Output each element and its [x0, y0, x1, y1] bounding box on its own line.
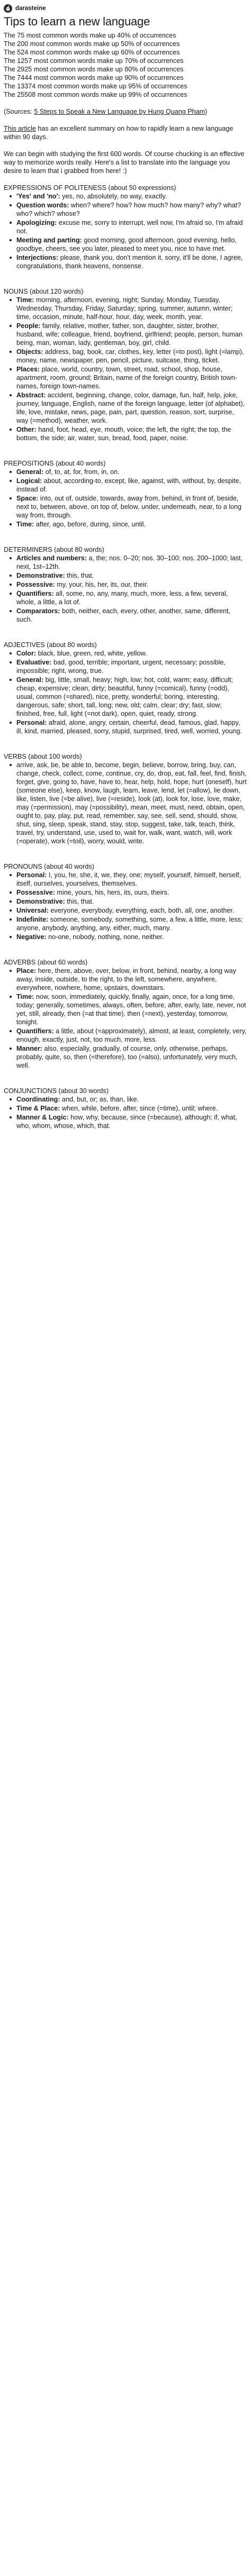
item-term: Time:: [16, 296, 34, 304]
stat-line: The 1257 most common words make up 70% of occurrences: [4, 57, 184, 65]
section-heading: CONJUNCTIONS (about 30 words): [4, 1087, 109, 1095]
item-text: excuse me, sorry to interrupt, well now, I'm afraid so, I'm afraid not.: [16, 219, 243, 235]
item-term: Manner:: [16, 1045, 42, 1052]
item-text: bad, good, terrible; important, urgent, necessary; possible, impossible; right, wrong, true.: [16, 659, 226, 675]
bullet-icon: [10, 652, 12, 654]
user-avatar-icon[interactable]: [4, 4, 12, 13]
item-text: of, to, at, for, from, in, on.: [43, 468, 120, 476]
item-term: Personal:: [16, 871, 47, 879]
item-term: Time & Place:: [16, 1105, 60, 1112]
sources-line: [4, 107, 247, 116]
item-text: place, world, country, town, street, road, school, shop, house, apartment, room, ground; Britain, name of the foreign country, British town-names, foreign town-names.: [16, 366, 237, 390]
list-item: [16, 589, 247, 606]
stat-line: The 200 most common words make up 50% of occurrences: [4, 40, 180, 48]
item-text: both, neither, each, every, other, another, same, different, such.: [16, 607, 231, 623]
list-item: [16, 296, 247, 321]
item-text: black, blue, green, red, white, yellow.: [36, 650, 147, 657]
item-term: Personal:: [16, 719, 47, 726]
item-text: how, why, because, since (=because), although; if, what, who, whom, whose, which, that.: [16, 1114, 237, 1130]
list-item: [16, 1027, 247, 1044]
item-term: Demonstrative:: [16, 898, 65, 905]
bullet-icon: [10, 257, 12, 259]
list-item: [16, 236, 247, 253]
item-text: when, while, before, after, since (=time), until; where.: [60, 1105, 218, 1112]
bullet-icon: [10, 497, 12, 499]
list-item: [16, 967, 247, 992]
intro-text: has an excellent summary on how to rapidly learn a new language within 90 days.: [4, 125, 234, 141]
item-term: Comparators:: [16, 607, 60, 615]
sources-suffix: ): [205, 108, 208, 115]
section-heading: ADJECTIVES (about 80 words): [4, 641, 97, 649]
item-text: everyone, everybody, everything, each, both, all, one, another.: [48, 907, 235, 914]
item-term: Time:: [16, 993, 34, 1000]
list-item: [16, 915, 247, 932]
bullet-icon: [10, 239, 12, 241]
bullet-icon: [10, 429, 12, 431]
list-item: [16, 658, 247, 675]
item-term: Interjections:: [16, 254, 59, 261]
list-item: [16, 520, 247, 529]
section-list: [4, 554, 247, 624]
item-text: this, that.: [65, 898, 94, 905]
bullet-icon: [10, 900, 12, 903]
item-term: Space:: [16, 495, 39, 502]
stat-line: The 7444 most common words make up 90% of occurrences: [4, 74, 184, 81]
stat-line: The 75 most common words make up 40% of occurrences: [4, 32, 176, 39]
bullet-icon: [10, 557, 12, 559]
username[interactable]: darasteine: [15, 5, 46, 12]
section-list: [4, 192, 247, 270]
item-term: Negative:: [16, 933, 47, 941]
list-item: [16, 192, 247, 201]
item-term: Indefinite:: [16, 916, 49, 923]
bullet-icon: [10, 1030, 12, 1032]
item-text: address, bag, book, car, clothes, key, letter (=to post), light (=lamp), money, name, newspaper, pen, pencil, picture, suitcase, thing, ticket.: [16, 348, 244, 364]
list-item: [16, 348, 247, 365]
item-term: Possessive:: [16, 581, 55, 588]
intro-paragraph: [4, 124, 247, 141]
item-text: accident, beginning, change, color, damage, fun, half, help, joke, journey, language, English, name of the foreign language, letter (of alphabet), life, love, mistake, news, page, pain, part, question, reason, sort, surprise, way (=method), weather, work.: [16, 392, 245, 424]
bullet-icon: [10, 764, 12, 766]
item-term: Manner & Logic:: [16, 1114, 69, 1121]
item-term: Place:: [16, 967, 37, 975]
item-text: hand, foot, head, eye, mouth, voice; the left, the right; the top, the bottom, the side; air, water, sun, bread, food, paper, noise.: [16, 426, 231, 442]
section-heading: PRONOUNS (about 40 words): [4, 863, 94, 870]
section-heading: DETERMINERS (about 80 words): [4, 546, 104, 553]
item-text: someone, somebody, something, some, a few, a little, more, less; anyone, anybody, anything, any, either, much, many.: [16, 916, 243, 932]
list-item: [16, 888, 247, 897]
section-list: [4, 468, 247, 529]
item-term: Objects:: [16, 348, 43, 356]
bullet-icon: [10, 394, 12, 396]
bullet-icon: [10, 679, 12, 681]
list-item: [16, 1095, 247, 1104]
section-list: [4, 761, 247, 845]
list-item: [16, 649, 247, 658]
item-text: about, according-to, except, like, against, with, without, by, despite, instead of.: [16, 477, 241, 493]
list-item: [16, 993, 247, 1026]
post-title: Tips to learn a new language: [4, 15, 150, 28]
list-item: [16, 322, 247, 347]
item-text: I, you, he, she, it, we, they, one; myself, yourself, himself, herself, itself, ourselves, yourselves, themselves.: [16, 871, 241, 887]
item-term: Articles and numbers:: [16, 554, 87, 562]
item-text: also, especially, gradually, of course, only, otherwise, perhaps, probably, quite, so, then (=therefore), too (=also), unfortunately, very much, well.: [16, 1045, 238, 1069]
bullet-icon: [10, 480, 12, 482]
list-item: [16, 897, 247, 906]
bullet-icon: [10, 891, 12, 894]
item-term: Quantifiers:: [16, 1027, 54, 1035]
item-term: Other:: [16, 426, 37, 433]
item-term: Places:: [16, 366, 40, 373]
bullet-icon: [10, 1048, 12, 1050]
section-list: [4, 967, 247, 1070]
list-item: [16, 494, 247, 520]
item-text: no-one, nobody, nothing, none, neither.: [46, 933, 164, 941]
list-item: [16, 391, 247, 425]
section-list: [4, 296, 247, 442]
stat-line: The 13374 most common words make up 95% of occurrences: [4, 83, 187, 90]
word-frequency-stats: [4, 31, 247, 99]
section-heading: EXPRESSIONS OF POLITENESS (about 50 expressions): [4, 184, 176, 192]
bullet-icon: [10, 351, 12, 353]
stat-line: The 25508 most common words make up 99% of occurrences: [4, 91, 187, 98]
list-item: [16, 219, 247, 235]
item-term: Demonstrative:: [16, 572, 65, 579]
bullet-icon: [10, 222, 12, 224]
item-term: Apologizing:: [16, 219, 57, 226]
bullet-icon: [10, 575, 12, 577]
item-text: good morning, good afternoon, good evening, hello, goodbye, cheers, see you later, pleased to meet you, nice to have met.: [16, 236, 237, 252]
sources-link[interactable]: 5 Steps to Speak a New Language by Hung Quang Pham: [34, 108, 205, 115]
bullet-icon: [10, 593, 12, 595]
item-text: arrive, ask, be, be able to, become, begin, believe, borrow, bring, buy, can, change, check, collect, come, continue, cry, do, drop, eat, fall, feel, find, finish, forget, give, going to, have, have to, hear, help, hold, hope, hurt (oneself), hurt (someone else), keep, know, laugh, learn, leave, lend, let (=allow), lie down, like, listen, live (=be alive), live (=reside), look (at), look for, lose, love, make, may (=permission), may (=possibility), mean, meet, must, need, obtain, open, ought to, pay, play, put, read, remember, say, see, sell, send, should, show, shut, sing, sleep, speak, stand, stay, stop, suggest, take, talk, teach, think, travel, try, understand, use, used to, wait for, walk, want, watch, will, work (=operate), work (=toil), worry, would, write.: [16, 761, 247, 845]
bullet-icon: [10, 918, 12, 921]
bullet-icon: [10, 661, 12, 663]
list-item: [16, 365, 247, 390]
item-text: this, that.: [65, 572, 94, 579]
list-item: [16, 580, 247, 589]
bullet-icon: [10, 722, 12, 724]
item-term: Universal:: [16, 907, 49, 914]
bullet-icon: [10, 523, 12, 525]
article-link[interactable]: This article: [4, 125, 36, 132]
item-text: family, relative, mother, father, son, daughter, sister, brother, husband, wife; colleague, friend, boyfriend, girlfriend; people, person, human being, man, woman, lady, gentleman, boy, girl, child.: [16, 322, 243, 347]
list-item: [16, 468, 247, 476]
item-term: Logical:: [16, 477, 42, 485]
stat-line: The 2925 most common words make up 80% of occurrences: [4, 66, 184, 73]
bullet-icon: [10, 325, 12, 327]
bullet-icon: [10, 874, 12, 876]
section-list: [4, 1095, 247, 1130]
item-term: General:: [16, 468, 44, 476]
item-term: Question words:: [16, 202, 69, 209]
list-item: [16, 201, 247, 218]
item-text: after, ago, before, during, since, until.: [34, 521, 146, 528]
item-text: mine, yours, his, hers, its, ours, theirs.: [55, 889, 169, 896]
item-text: when? where? how? how much? how many? why? what? who? which? whose?: [16, 202, 241, 217]
list-item: [16, 933, 247, 941]
stat-line: The 524 most common words make up 60% of occurrences: [4, 49, 180, 56]
list-item: [16, 676, 247, 718]
bullet-icon: [10, 1107, 12, 1109]
bullet-icon: [10, 299, 12, 301]
item-text: a little, about (=approximately), almost, at least, completely, very, enough, exactly, just, not, too much, more, less.: [16, 1027, 247, 1043]
post-header: [4, 3, 247, 14]
vocabulary-sections: [4, 175, 247, 1130]
bullet-icon: [10, 610, 12, 612]
section-heading: VERBS (about 100 words): [4, 753, 82, 760]
bullet-icon: [10, 970, 12, 972]
item-term: Meeting and parting:: [16, 236, 82, 244]
item-text: yes, no, absolutely, no way, exactly.: [60, 193, 167, 200]
list-item: [16, 1044, 247, 1070]
item-text: into, out of, outside, towards, away from, behind, in front of, beside, next to, between, above, on top of, below, under, underneath, near, to a long way from, through.: [16, 495, 242, 519]
post-body: [4, 31, 247, 1130]
list-item: [16, 607, 247, 624]
bullet-icon: [10, 1116, 12, 1118]
item-term: Quantifiers:: [16, 590, 54, 597]
section-heading: PREPOSITIONS (about 40 words): [4, 460, 106, 467]
item-term: Coordinating:: [16, 1096, 60, 1103]
list-item: [16, 425, 247, 442]
section-heading: NOUNS (about 120 words): [4, 288, 84, 295]
item-text: please, thank you, don't mention it, sorry, it'll be done, I agree, congratulations, thank heavens, nonsense.: [16, 254, 243, 270]
post-page: [0, 0, 251, 1144]
list-item: [16, 718, 247, 735]
item-term: Abstract:: [16, 392, 46, 399]
item-text: big, little, small, heavy; high, low; hot, cold, warm; easy, difficult; cheap, expensive; clean, dirty; beautiful, funny (=comical), funny (=odd), usual, common (=shared), nice, pretty, wonderful; boring, interesting, dangerous, safe; short, tall, long; new, old; calm, clear; dry; fast, slow; finished, free, full, light (=not dark), open, quiet, ready, strong.: [16, 676, 234, 717]
item-term: Color:: [16, 650, 37, 657]
item-text: my, your, his, her, its, our, their.: [55, 581, 148, 588]
item-text: and, but, or; as, than, like.: [60, 1096, 139, 1103]
item-term: 'Yes' and 'no':: [16, 193, 60, 200]
bullet-icon: [10, 1098, 12, 1100]
list-item: [16, 906, 247, 915]
list-item: [16, 1113, 247, 1130]
item-term: Evaluative:: [16, 659, 52, 666]
list-item: [16, 1104, 247, 1113]
list-item: [16, 761, 247, 845]
section-list: [4, 649, 247, 735]
item-text: afraid, alone, angry, certain, cheerful, dead, famous, glad, happy, ill, kind, married, pleased, sorry, stupid, surprised, tired, well, worried, young.: [16, 719, 243, 735]
item-text: morning, afternoon, evening, night; Sunday, Monday, Tuesday, Wednesday, Thursday, Friday, Saturday; spring, summer, autumn, winter; time, occasion, minute, half-hour, hour, day, week, month, year.: [16, 296, 233, 321]
bullet-icon: [10, 909, 12, 912]
bullet-icon: [10, 195, 12, 197]
alien-avatar-icon: [5, 5, 11, 12]
section-heading: ADVERBS (about 60 words): [4, 959, 88, 966]
intro-paragraph-2: We can begin with studying the first 600 words. Of course chucking is an effective way to memorize words really. Here's a list to translate into the language you desire to learn that i grabbed from here! :): [4, 150, 245, 175]
section-list: [4, 871, 247, 941]
item-text: now, soon, immediately, quickly, finally, again, once, for a long time, today; generally, sometimes, always, often, before, after, early, late, never, not yet, still, already, then (=at that time), then (=next), yesterday, tomorrow, tonight.: [16, 993, 246, 1026]
bullet-icon: [10, 471, 12, 473]
bullet-icon: [10, 204, 12, 206]
item-text: a, the; nos. 0–20; nos. 30–100; nos. 200–1000; last, next, 1st–12th.: [16, 554, 243, 570]
item-term: Possessive:: [16, 889, 55, 896]
item-term: Time:: [16, 521, 34, 528]
list-item: [16, 554, 247, 571]
sources-prefix: (Sources:: [4, 108, 34, 115]
list-item: [16, 571, 247, 580]
bullet-icon: [10, 368, 12, 370]
item-term: People:: [16, 322, 41, 330]
bullet-icon: [10, 936, 12, 938]
list-item: [16, 253, 247, 270]
item-term: General:: [16, 676, 44, 684]
item-text: all, some, no, any, many, much, more, less, a few, several, whole, a little, a lot of.: [16, 590, 228, 606]
item-text: here, there, above, over, below, in front, behind, nearby, a long way away, inside, outside, to the right, to the left, somewhere, anywhere, everywhere, nowhere, home, upstairs, downstairs.: [16, 967, 236, 991]
bullet-icon: [10, 996, 12, 998]
list-item: [16, 477, 247, 494]
list-item: [16, 871, 247, 888]
bullet-icon: [10, 584, 12, 586]
